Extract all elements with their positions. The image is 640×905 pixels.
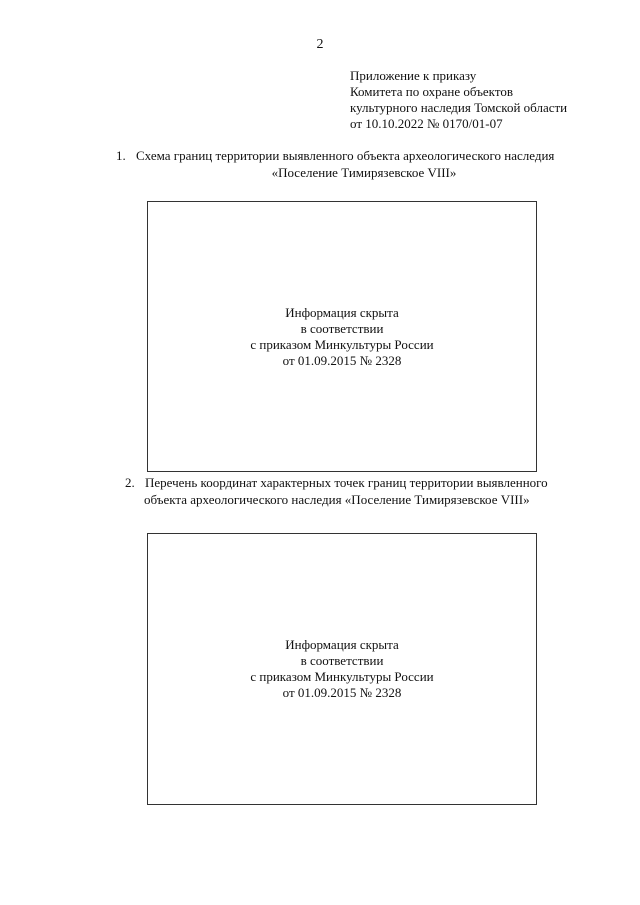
section-1-notice-line-1: Информация скрыта bbox=[285, 304, 399, 320]
section-1-hidden-content-box bbox=[147, 201, 537, 472]
section-2-number: 2. bbox=[125, 475, 135, 490]
appendix-line-2: Комитета по охране объектов bbox=[350, 84, 513, 99]
section-1-title-line-2: «Поселение Тимирязевское VIII» bbox=[271, 165, 457, 180]
section-2-notice-line-2: в соответствии bbox=[300, 653, 384, 668]
section-2-heading bbox=[125, 474, 548, 491]
section-1-heading bbox=[116, 147, 554, 164]
page-number: 2 bbox=[316, 37, 324, 52]
section-1-number: 1. bbox=[116, 148, 126, 163]
section-2-notice-line-1: Информация скрыта bbox=[285, 637, 399, 652]
section-1-notice-line-4: от 01.09.2015 № 2328 bbox=[282, 352, 402, 368]
section-2-title-line-1: Перечень координат характерных точек границ территории выявленного bbox=[145, 475, 548, 490]
section-1-notice-line-2: в соответствии bbox=[300, 320, 384, 336]
section-2-notice-line-4: от 01.09.2015 № 2328 bbox=[282, 685, 402, 700]
section-2-notice-line-3: с приказом Минкультуры России bbox=[250, 669, 434, 684]
appendix-block bbox=[350, 68, 630, 132]
appendix-line-4: от 10.10.2022 № 0170/01-07 bbox=[350, 116, 503, 131]
section-1-notice bbox=[250, 305, 433, 369]
section-2-notice bbox=[250, 637, 433, 701]
section-1-title-line-1: Схема границ территории выявленного объекта археологического наследия bbox=[136, 148, 555, 163]
section-2-title-line-2: объекта археологического наследия «Поселение Тимирязевское VIII» bbox=[144, 492, 530, 507]
section-1-notice-line-3: с приказом Минкультуры России bbox=[250, 336, 434, 352]
section-2-hidden-content-box bbox=[147, 533, 537, 805]
appendix-line-1: Приложение к приказу bbox=[350, 68, 477, 83]
appendix-line-3: культурного наследия Томской области bbox=[350, 100, 568, 115]
